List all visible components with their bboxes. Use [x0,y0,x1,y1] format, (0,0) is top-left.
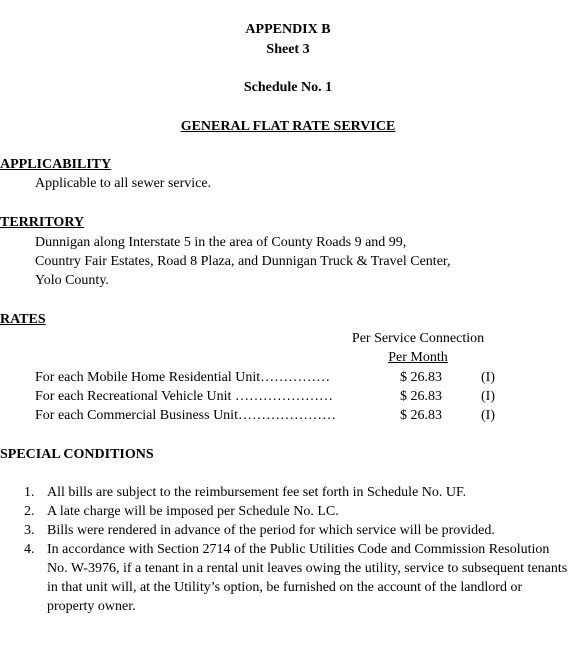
rates-heading: RATES [0,312,46,327]
list-item [0,483,570,502]
list-item [0,540,570,616]
rate-amount: $ 26.83 [400,408,442,423]
list-item-number: 1. [24,485,35,500]
list-item-text: Bills were rendered in advance of the period for which service will be provided. [47,523,495,538]
list-item [0,521,570,540]
special-conditions-heading: SPECIAL CONDITIONS [0,447,154,462]
list-item-number: 4. [24,542,35,557]
list-item-number: 3. [24,523,35,538]
territory-heading: TERRITORY [0,215,85,230]
rate-flag: (I) [481,370,495,385]
list-item-text: In accordance with Section 2714 of the Public Utilities Code and Commission Resolution No. W-3976, if a tenant in a rental unit leaves owing the utility, service to subsequent tenants in that unit will, at the Utility’s option, be furnished on the account of the landlord or property owner. [47,542,568,614]
sheet-heading: Sheet 3 [266,42,310,57]
per-month-label: Per Month [388,350,448,365]
rate-label: For each Mobile Home Residential Unit…………… [35,370,331,385]
rate-flag: (I) [481,408,495,423]
rate-amount: $ 26.83 [400,389,442,404]
rate-label: For each Commercial Business Unit………………… [35,408,336,423]
territory-line-3: Yolo County. [35,273,109,288]
rate-amount: $ 26.83 [400,370,442,385]
special-conditions-list [0,483,570,616]
applicability-text: Applicable to all sewer service. [35,176,212,191]
rates-column-header: Per Service Connection [351,331,485,346]
applicability-heading: APPLICABILITY [0,157,112,172]
schedule-heading: Schedule No. 1 [243,80,333,95]
list-item-text: All bills are subject to the reimbursement fee set forth in Schedule No. UF. [47,485,467,500]
appendix-heading: APPENDIX B [245,22,331,37]
list-item-number: 2. [24,504,35,519]
territory-line-2: Country Fair Estates, Road 8 Plaza, and Dunnigan Truck & Travel Center, [35,254,451,269]
list-item-text: A late charge will be imposed per Schedule No. LC. [47,504,339,519]
rates-column-subheader [333,348,503,367]
document-title: GENERAL FLAT RATE SERVICE [180,119,396,134]
rate-flag: (I) [481,389,495,404]
rate-label: For each Recreational Vehicle Unit ………………… [35,389,333,404]
list-item [0,502,570,521]
territory-line-1: Dunnigan along Interstate 5 in the area of County Roads 9 and 99, [35,235,407,250]
